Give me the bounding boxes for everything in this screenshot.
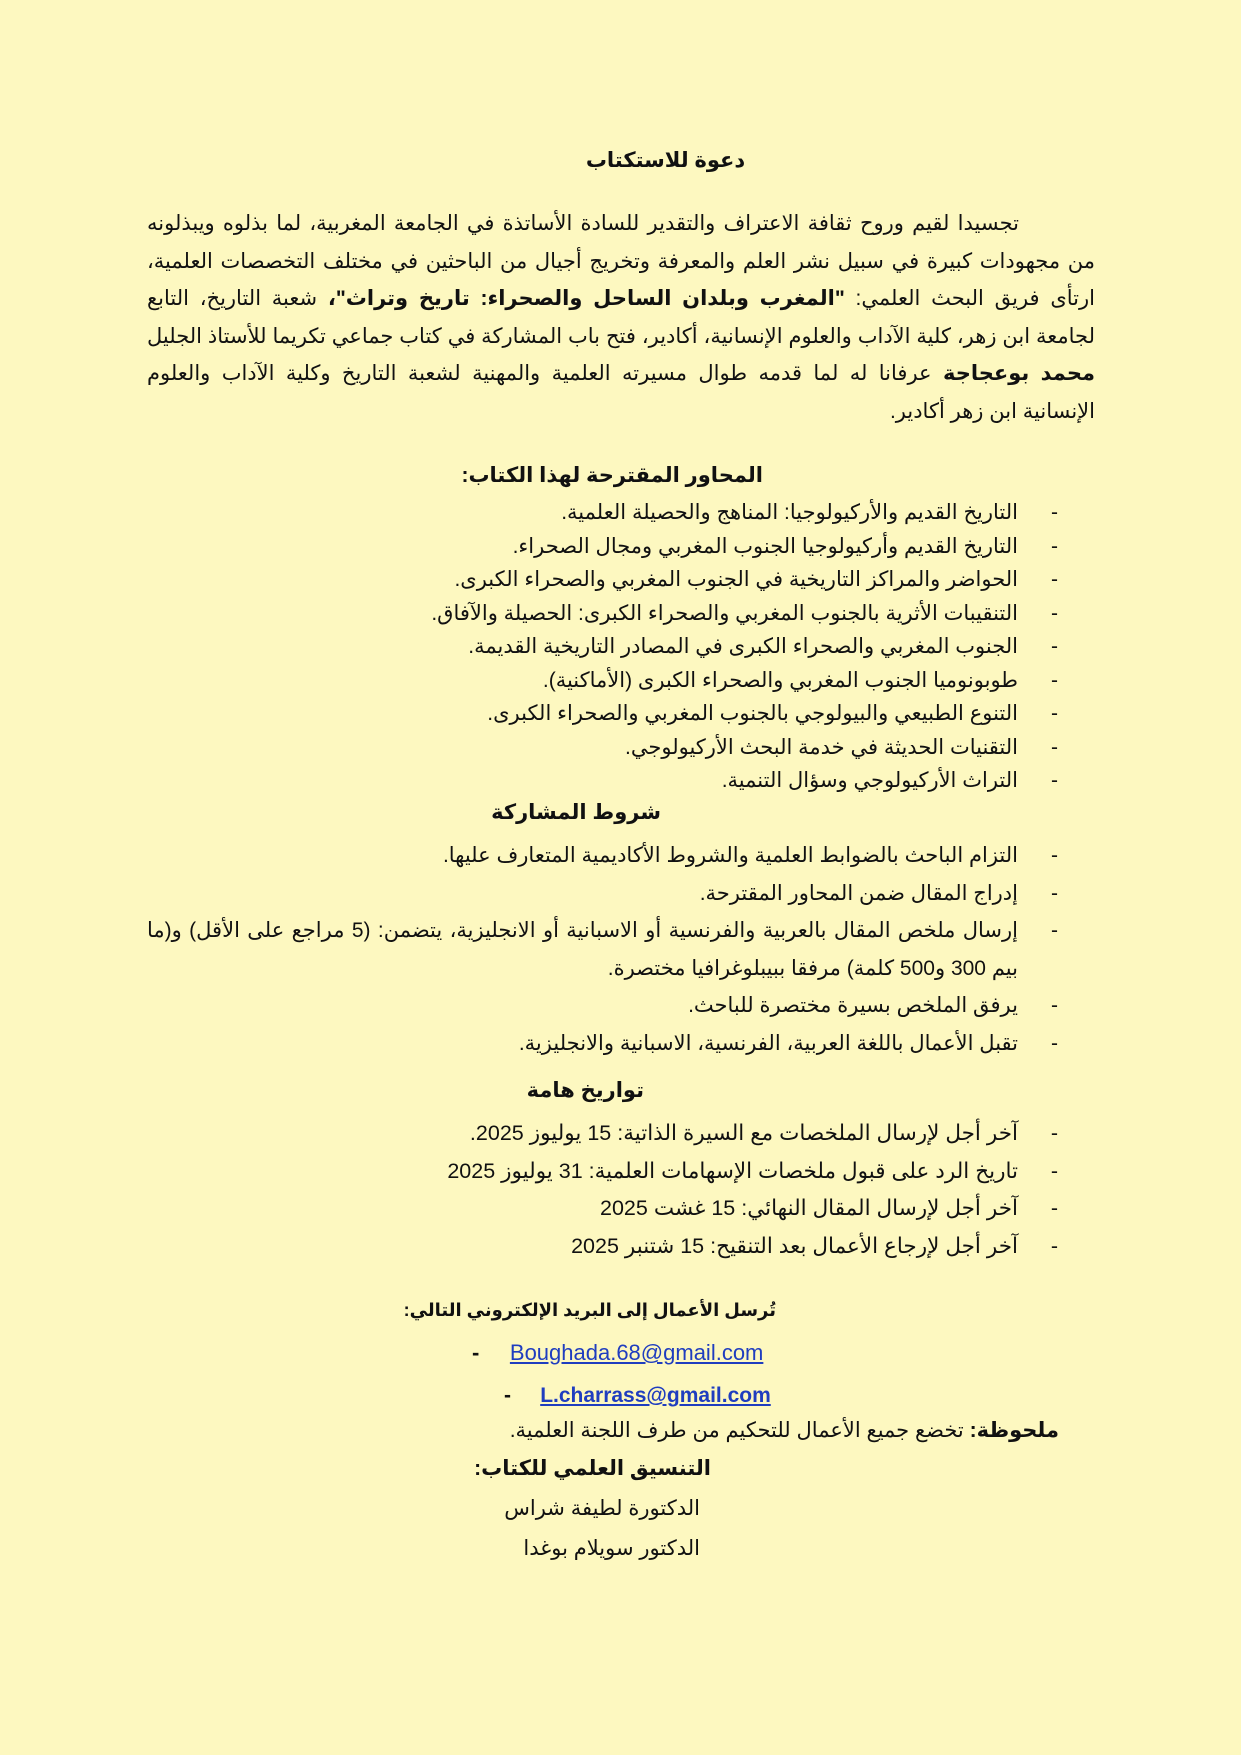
email-link-charrass[interactable]: L.charrass@gmail.com <box>540 1384 771 1407</box>
conditions-list <box>147 837 1095 1062</box>
dash-bullet: - <box>1051 735 1058 759</box>
list-item: - إرسال ملخص المقال بالعربية والفرنسية أو الاسبانية أو الانجليزية، يتضمن: (5 مراجع على الأقل) و(ما بيم 300 و500 كلمة) مرفقا ببيبلوغرافيا مختصرة. <box>147 912 1095 987</box>
dash-bullet: - <box>1051 702 1058 725</box>
list-item: - آخر أجل لإرسال المقال النهائي: 15 غشت 2025 <box>147 1190 1095 1228</box>
dash-bullet: - <box>1051 568 1058 591</box>
honoree-name: محمد بوعجاجة <box>942 362 1095 385</box>
list-item: - آخر أجل لإرجاع الأعمال بعد التنقيح: 15 شتنبر 2025 <box>147 1228 1095 1266</box>
dash-bullet: - <box>1051 1031 1058 1055</box>
dash-bullet: - <box>1051 919 1058 942</box>
document-title: دعوة للاستكتاب <box>585 149 746 172</box>
conditions-heading: شروط المشاركة <box>491 801 661 824</box>
dash-bullet: - <box>472 1340 480 1365</box>
intro-text-3: عرفانا له لما قدمه طوال مسيرته العلمية والمهنية لشعبة التاريخ وكلية الآداب والعلوم الإنسانية ابن زهر أكادير. <box>147 362 1095 423</box>
dash-bullet: - <box>1051 501 1058 524</box>
dates-heading: تواريخ هامة <box>526 1079 644 1102</box>
list-item: - يرفق الملخص بسيرة مختصرة للباحث. <box>147 987 1095 1025</box>
note <box>510 1418 1059 1443</box>
list-item: - التقنيات الحديثة في خدمة البحث الأركيولوجي. <box>147 731 1095 765</box>
list-item: - التاريخ القديم وأركيولوجيا الجنوب المغربي ومجال الصحراء. <box>147 530 1095 564</box>
list-item: - التراث الأركيولوجي وسؤال التنمية. <box>147 764 1095 798</box>
dash-bullet: - <box>1050 1233 1058 1258</box>
list-item: - الحواضر والمراكز التاريخية في الجنوب المغربي والصحراء الكبرى. <box>147 563 1095 597</box>
list-item: - تاريخ الرد على قبول ملخصات الإسهامات العلمية: 31 يوليوز 2025 <box>147 1153 1095 1191</box>
dash-bullet: - <box>1050 1121 1058 1145</box>
dash-bullet: - <box>1051 881 1058 905</box>
note-label: ملحوظة: <box>969 1419 1059 1442</box>
coordination-heading: التنسيق العلمي للكتاب: <box>474 1457 711 1480</box>
intro-text-2: شعبة التاريخ، التابع لجامعة ابن زهر، كلية الآداب والعلوم الإنسانية، أكادير، فتح باب المشاركة في كتاب جماعي تكريما للأستاذ الجليل <box>147 287 1095 348</box>
email-row <box>472 1340 763 1366</box>
dash-bullet: - <box>504 1384 511 1407</box>
email-link-boughada[interactable]: Boughada.68@gmail.com <box>509 1340 764 1365</box>
send-instructions: تُرسل الأعمال إلى البريد الإلكتروني التالي: <box>403 1300 776 1320</box>
dash-bullet: - <box>1051 668 1058 692</box>
research-team-name: "المغرب وبلدان الساحل والصحراء: تاريخ وتراث"، <box>327 287 845 310</box>
dash-bullet: - <box>1050 1196 1058 1220</box>
intro-text-1: تجسيدا لقيم وروح ثقافة الاعتراف والتقدير للسادة الأساتذة في الجامعة المغربية، لما بذلوه ويبذلونه من مجهودات كبيرة في سبيل نشر العلم والمعرفة وتخريج أجيال من الباحثين في مختلف التخصصات العلمية، ارتأى فريق البحث العلمي: <box>147 212 1095 310</box>
list-item: - إدراج المقال ضمن المحاور المقترحة. <box>147 875 1095 913</box>
dash-bullet: - <box>1051 844 1058 867</box>
dash-bullet: - <box>1051 601 1058 625</box>
dash-bullet: - <box>1051 534 1058 558</box>
list-item: - آخر أجل لإرسال الملخصات مع السيرة الذاتية: 15 يوليوز 2025. <box>147 1115 1095 1153</box>
list-item: - طوبونوميا الجنوب المغربي والصحراء الكبرى (الأماكنية). <box>147 664 1095 698</box>
list-item: - التنوع الطبيعي والبيولوجي بالجنوب المغربي والصحراء الكبرى. <box>147 697 1095 731</box>
dash-bullet: - <box>1050 1158 1058 1183</box>
coordinator-name: الدكتورة لطيفة شراس <box>504 1497 700 1520</box>
dash-bullet: - <box>1051 635 1058 658</box>
list-item: - التنقيبات الأثرية بالجنوب المغربي والصحراء الكبرى: الحصيلة والآفاق. <box>147 597 1095 631</box>
list-item: - الجنوب المغربي والصحراء الكبرى في المصادر التاريخية القديمة. <box>147 630 1095 664</box>
intro-paragraph <box>147 205 1095 430</box>
note-text: تخضع جميع الأعمال للتحكيم من طرف اللجنة العلمية. <box>509 1419 970 1442</box>
list-item: - التاريخ القديم والأركيولوجيا: المناهج والحصيلة العلمية. <box>147 496 1095 530</box>
dash-bullet: - <box>1051 994 1058 1017</box>
coordinator-name: الدكتور سويلام بوغدا <box>523 1537 700 1560</box>
dates-list <box>147 1115 1095 1265</box>
dash-bullet: - <box>1051 769 1058 792</box>
list-item: - تقبل الأعمال باللغة العربية، الفرنسية، الاسبانية والانجليزية. <box>147 1025 1095 1063</box>
axes-list <box>147 496 1095 798</box>
list-item: - التزام الباحث بالضوابط العلمية والشروط الأكاديمية المتعارف عليها. <box>147 837 1095 875</box>
axes-heading: المحاور المقترحة لهذا الكتاب: <box>461 464 763 487</box>
email-row <box>504 1384 771 1408</box>
